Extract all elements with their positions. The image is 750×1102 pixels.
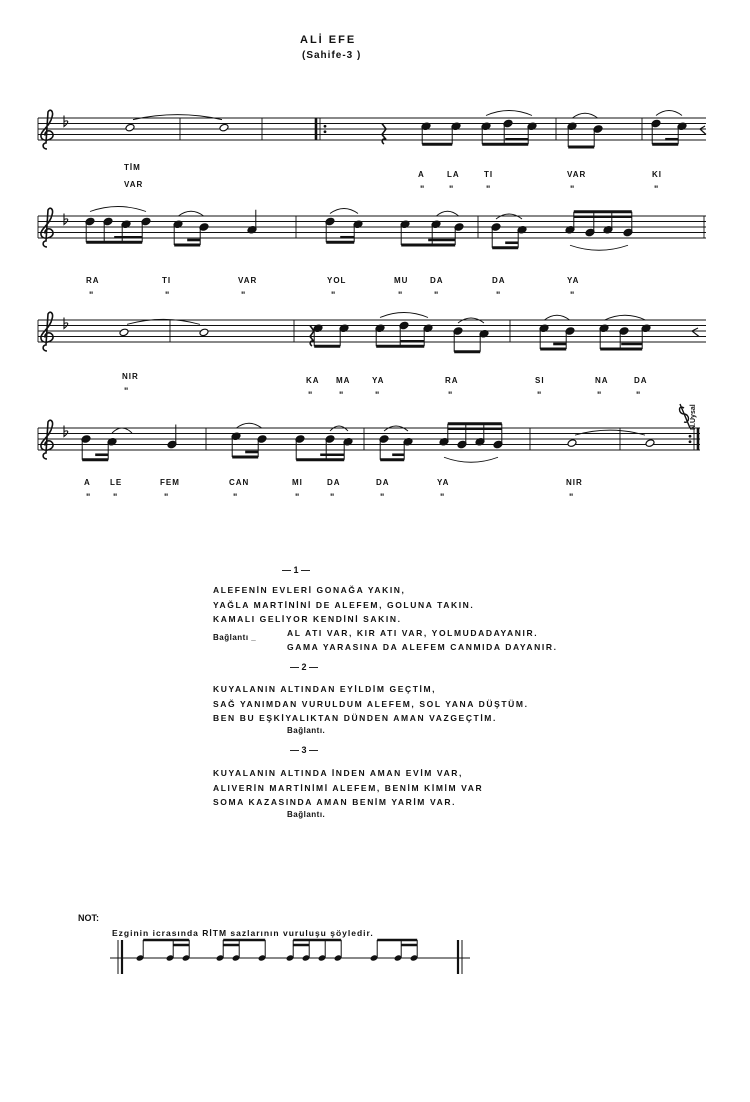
repeat-dot [324, 125, 327, 128]
ditto-mark: " [330, 492, 335, 502]
staff-system-3 [0, 312, 750, 372]
lyric-syllable: MI [292, 478, 303, 487]
ditto-mark: " [113, 492, 118, 502]
ditto-mark: " [496, 290, 501, 300]
note-head-open [199, 328, 209, 337]
staff-system-4 [0, 420, 750, 480]
staff-system-2 [0, 208, 750, 268]
flat-icon [64, 214, 68, 225]
slur [486, 111, 532, 116]
note-head-open [119, 328, 129, 337]
ditto-mark: " [339, 390, 344, 400]
rest-icon [692, 328, 699, 337]
lyric-syllable: A [418, 170, 425, 179]
ditto-mark: " [398, 290, 403, 300]
ditto-mark: " [570, 290, 575, 300]
page-subtitle: (Sahife-3 ) [302, 50, 362, 61]
slur [436, 211, 459, 216]
note-head-open [125, 123, 135, 132]
slur [330, 426, 348, 431]
lyric-syllable: SI [535, 376, 545, 385]
slur [330, 209, 358, 214]
refrain-line: AL ATI VAR, KIR ATI VAR, YOLMUDADAYANIR. [287, 628, 539, 638]
slur [178, 211, 204, 216]
staff-system-1 [0, 110, 750, 170]
lyric-syllable: DA [376, 478, 390, 487]
lyric-syllable: LE [110, 478, 123, 487]
ditto-mark: " [636, 390, 641, 400]
lyric-syllable: YOL [327, 276, 347, 285]
verse-line: ALIVERİN MARTİNİMİ ALEFEM, BENİM KİMİM VAR [213, 783, 484, 793]
lyric-syllable: MA [336, 376, 351, 385]
lyric-syllable: TI [162, 276, 172, 285]
ditto-mark: " [449, 184, 454, 194]
slur [575, 430, 645, 435]
verse-number: — 2 — [290, 662, 319, 672]
note-head-open [645, 439, 655, 448]
lyric-syllable: DA [634, 376, 648, 385]
lyric-syllable: RA [445, 376, 459, 385]
verse-number: — 3 — [290, 745, 319, 755]
lyric-syllable: YA [567, 276, 580, 285]
verse-line: SAĞ YANIMDAN VURULDUM ALEFEM, SOL YANA DÜŞTÜM. [213, 699, 529, 709]
ditto-mark: " [569, 492, 574, 502]
verse-number: — 1 — [282, 565, 311, 575]
lyric-syllable: YA [372, 376, 385, 385]
flat-icon [64, 116, 68, 127]
verse-line: ALEFENİN EVLERİ GONAĞA YAKIN, [213, 585, 406, 595]
refrain-label: Bağlantı. [287, 726, 326, 735]
treble-clef-icon [41, 110, 53, 149]
flat-icon [64, 426, 68, 437]
verse-line: BEN BU EŞKİYALIKTAN DÜNDEN AMAN VAZGEÇTİM. [213, 713, 497, 723]
quarter-rest-icon [382, 124, 386, 145]
ditto-mark: " [440, 492, 445, 502]
lyric-syllable: A [84, 478, 91, 487]
lyric-syllable: LA [447, 170, 460, 179]
slur [458, 318, 484, 323]
lyric-syllable: CAN [229, 478, 250, 487]
lyric-syllable: NIR [122, 372, 139, 381]
flat-icon [64, 318, 68, 329]
slur [384, 426, 408, 431]
refrain-label: Bağlantı _ [213, 633, 257, 642]
treble-clef-icon [41, 312, 53, 351]
note-head-open [567, 439, 577, 448]
ditto-mark: " [124, 386, 129, 396]
slur [570, 245, 628, 250]
ditto-mark: " [241, 290, 246, 300]
lyric-syllable: FEM [160, 478, 180, 487]
ditto-mark: " [537, 390, 542, 400]
verse-line: SOMA KAZASINDA AMAN BENİM YARİM VAR. [213, 797, 457, 807]
slur [604, 315, 646, 320]
treble-clef-icon [41, 420, 53, 459]
lyric-syllable: VAR [567, 170, 587, 179]
ditto-mark: " [448, 390, 453, 400]
lyric-syllable: DA [327, 478, 341, 487]
refrain-label: Bağlantı. [287, 810, 326, 819]
slur [112, 428, 132, 433]
lyric-syllable: TİM [124, 163, 141, 172]
lyric-syllable: NIR [566, 478, 583, 487]
rhythm-pattern [0, 940, 750, 1000]
verse-line: KUYALANIN ALTINDA İNDEN AMAN EVİM VAR, [213, 768, 464, 778]
lyric-syllable: YA [437, 478, 450, 487]
ditto-mark: " [375, 390, 380, 400]
lyric-syllable: VAR [238, 276, 258, 285]
ditto-mark: " [165, 290, 170, 300]
lyric-syllable: KA [306, 376, 320, 385]
slur [572, 113, 598, 118]
lyric-syllable: RA [86, 276, 100, 285]
ditto-mark: " [434, 290, 439, 300]
lyric-syllable: DA [492, 276, 506, 285]
ditto-mark: " [331, 290, 336, 300]
page-title: ALİ EFE [300, 34, 357, 46]
note-label: NOT: [78, 913, 99, 923]
verse-line: KAMALI GELİYOR KENDİNİ SAKIN. [213, 614, 402, 624]
ditto-mark: " [570, 184, 575, 194]
note-text: Ezginin icrasında RİTM sazlarının vuruluşu şöyledir. [112, 928, 374, 938]
slur [496, 214, 522, 219]
ditto-mark: " [86, 492, 91, 502]
repeat-dot [689, 440, 692, 443]
slur [544, 315, 570, 320]
repeat-dot [324, 130, 327, 133]
ditto-mark: " [486, 184, 491, 194]
ditto-mark: " [89, 290, 94, 300]
segno-icon [680, 404, 691, 428]
slur [656, 111, 682, 116]
lyric-syllable: KI [652, 170, 662, 179]
lyric-syllable: DA [430, 276, 444, 285]
verse-line: YAĞLA MARTİNİNİ DE ALEFEM, GOLUNA TAKIN. [213, 600, 475, 610]
ditto-mark: " [308, 390, 313, 400]
ditto-mark: " [380, 492, 385, 502]
slur [444, 457, 498, 462]
ditto-mark: " [164, 492, 169, 502]
verse-line: KUYALANIN ALTINDAN EYİLDİM GEÇTİM, [213, 684, 437, 694]
ditto-mark: " [420, 184, 425, 194]
author-mark: N.Uysal [690, 404, 697, 430]
slur [380, 313, 428, 318]
treble-clef-icon [41, 208, 53, 247]
lyric-syllable: TI [484, 170, 494, 179]
slur [133, 115, 222, 120]
ditto-mark: " [233, 492, 238, 502]
rest-icon [700, 126, 706, 135]
refrain-line: GAMA YARASINA DA ALEFEM CANMIDA DAYANIR. [287, 642, 558, 652]
ditto-mark: " [295, 492, 300, 502]
slur [90, 207, 146, 212]
lyric-syllable: MU [394, 276, 409, 285]
ditto-mark: " [654, 184, 659, 194]
ditto-mark: " [597, 390, 602, 400]
repeat-dot [689, 435, 692, 438]
slur [236, 423, 262, 428]
note-head-open [219, 123, 229, 132]
lyric-syllable: VAR [124, 180, 144, 189]
lyric-syllable: NA [595, 376, 609, 385]
